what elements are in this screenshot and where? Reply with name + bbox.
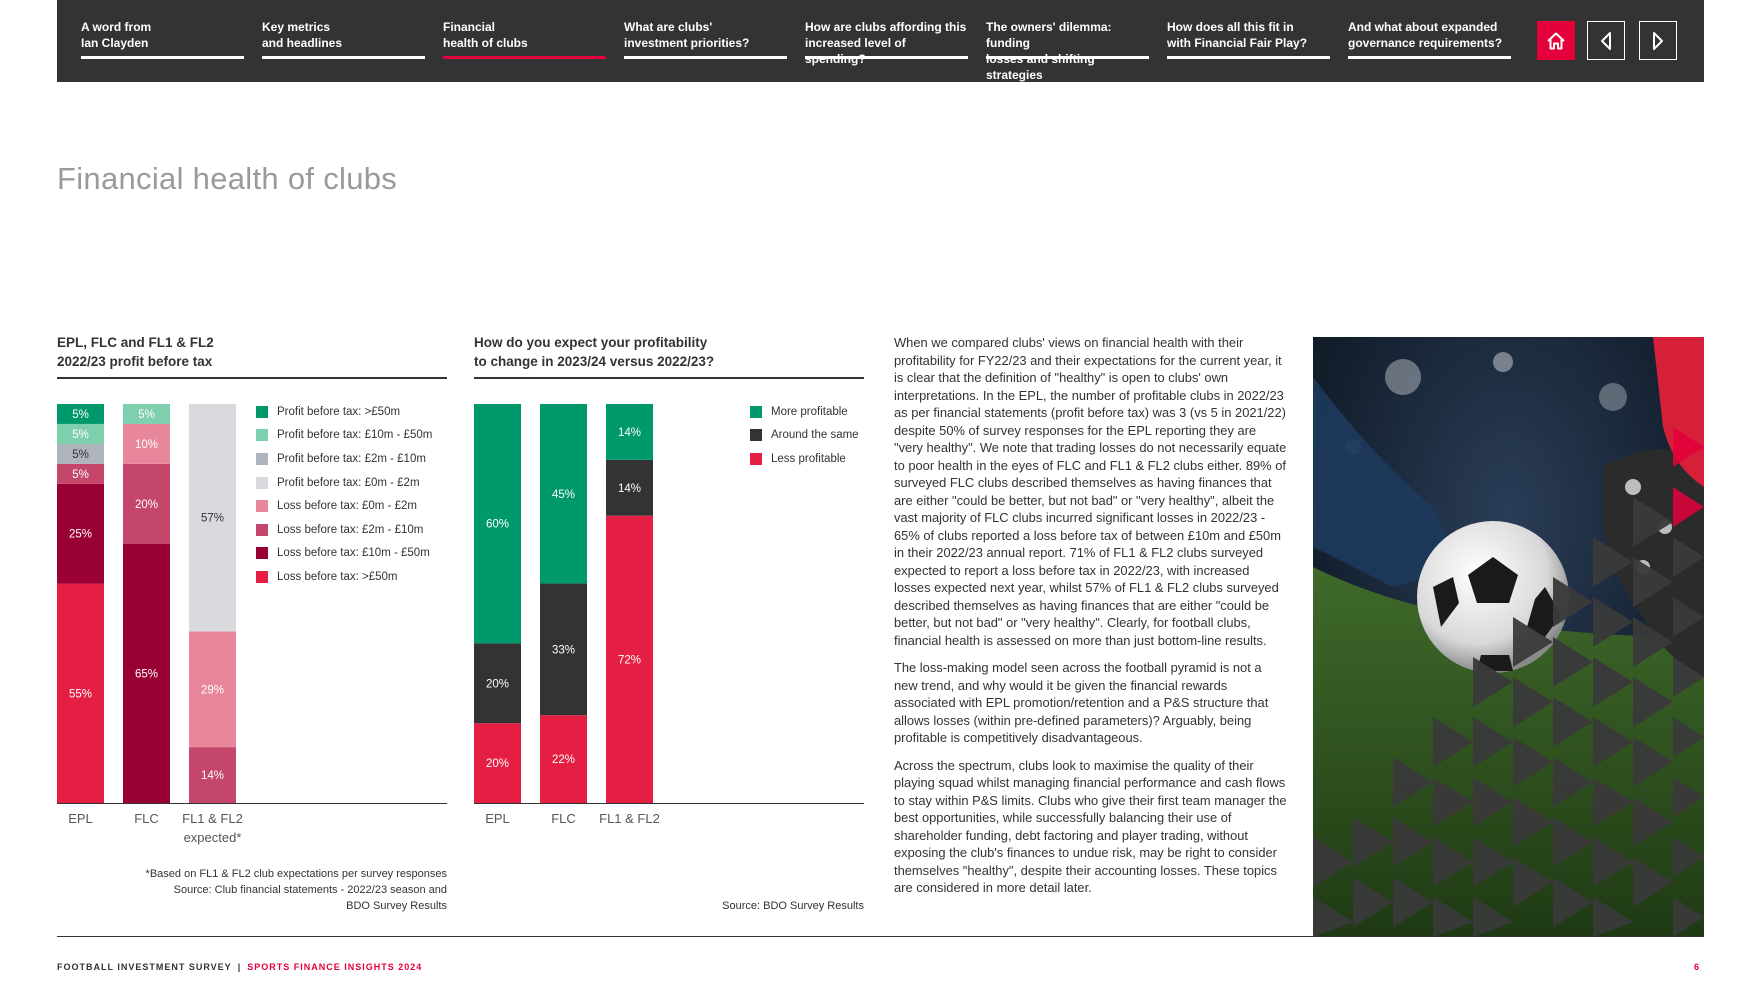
nav-tab-label: The owners' dilemma: funding losses and shifting strategies	[986, 20, 1112, 82]
data-label: 45%	[551, 488, 576, 501]
legend-label: Loss before tax: £0m - £2m	[277, 500, 417, 513]
legend-item-profit-before-tax-50m	[256, 400, 432, 424]
legend-item-profit-before-tax-10m-50m	[256, 424, 432, 448]
legend-label: Less profitable	[771, 452, 846, 465]
data-label: 14%	[200, 770, 225, 783]
data-label: 5%	[138, 408, 155, 421]
data-label: 60%	[485, 518, 510, 531]
body-paragraph: Across the spectrum, clubs look to maximise the quality of their playing squad whilst managing financial performance and cash flows to stay within P&S limits. Clubs who give their first team manager the best opportunities, while successfully balancing their use of shareholder funding, debt factoring and player trading, without exposing the club's finances to undue risk, may be right to consider themselves "healthy", despite their accounting losses. These topics are considered in more detail later.	[894, 757, 1287, 895]
data-label: 5%	[72, 448, 89, 461]
data-label: 5%	[72, 428, 89, 441]
nav-tab-label: Key metrics and headlines	[262, 20, 343, 50]
legend-item-loss-before-tax-2m-10m	[256, 518, 432, 542]
legend-swatch	[256, 500, 268, 512]
data-label: 10%	[134, 438, 159, 451]
nav-tab-label: How does all this fit in with Financial Fair Play?	[1167, 20, 1308, 50]
legend-swatch	[256, 453, 268, 465]
data-label: 14%	[617, 426, 642, 439]
body-paragraph: The loss-making model seen across the football pyramid is not a new trend, and why would it be given the financial rewards associated with EPL promotion/retention and a P&S structure that allows losses (within pre-defined parameters)? Arguably, being profitable is competitively disadvantageous.	[894, 660, 1269, 745]
category-label: FL1 & FL2	[182, 811, 243, 826]
data-label: 33%	[551, 644, 576, 657]
data-label: 14%	[617, 482, 642, 495]
data-label: 57%	[200, 512, 225, 525]
chart-2-footnote: Source: BDO Survey Results	[722, 900, 864, 912]
chart-1-legend	[256, 400, 432, 589]
data-label: 5%	[72, 408, 89, 421]
category-label: EPL	[68, 811, 93, 826]
legend-swatch	[256, 477, 268, 489]
category-label: FLC	[134, 811, 159, 826]
legend-item-profit-before-tax-2m-10m	[256, 447, 432, 471]
footer-separator: |	[237, 962, 242, 972]
legend-swatch	[256, 429, 268, 441]
legend-label: Around the same	[771, 429, 859, 442]
footer-title	[57, 962, 422, 972]
nav-tab-label: Financial health of clubs	[443, 20, 528, 50]
data-label: 55%	[68, 688, 93, 701]
body-text	[894, 334, 1288, 907]
data-label: 22%	[551, 754, 576, 767]
footer-survey-name: FOOTBALL INVESTMENT SURVEY	[57, 962, 232, 972]
legend-swatch	[750, 406, 762, 418]
legend-item-profit-before-tax-0m-2m	[256, 471, 432, 495]
footer-rule	[57, 936, 1704, 937]
data-label: 65%	[134, 668, 159, 681]
data-label: 25%	[68, 528, 93, 541]
legend-item-loss-before-tax-50m	[256, 565, 432, 589]
category-label: expected*	[183, 830, 242, 845]
legend-swatch	[256, 524, 268, 536]
legend-item-loss-before-tax-10m-50m	[256, 542, 432, 566]
legend-swatch	[256, 547, 268, 559]
data-label: 29%	[200, 684, 225, 697]
data-label: 5%	[72, 468, 89, 481]
page-number: 6	[1694, 962, 1700, 972]
footer-report-name: SPORTS FINANCE INSIGHTS 2024	[247, 962, 423, 972]
nav-tab-label: How are clubs affording this increased level of spending?	[805, 20, 967, 66]
legend-swatch	[256, 406, 268, 418]
page-title: Financial health of clubs	[57, 161, 398, 196]
data-label: 72%	[617, 654, 642, 667]
legend-label: More profitable	[771, 405, 848, 418]
legend-swatch	[750, 453, 762, 465]
data-label: 20%	[485, 678, 510, 691]
legend-label: Profit before tax: £2m - £10m	[277, 452, 426, 465]
category-label: EPL	[485, 811, 510, 826]
nav-tab-label: What are clubs' investment priorities?	[624, 20, 750, 50]
legend-item-loss-before-tax-0m-2m	[256, 494, 432, 518]
nav-tab-label: And what about expanded governance requirements?	[1348, 20, 1503, 50]
body-paragraph: When we compared clubs' views on financial health with their profitability for FY22/23 and their expectations for the current year, it is clear that the definition of "healthy" is open to clubs' own interpretations. In the EPL, the number of profitable clubs in 2022/23 as per financial statements (profit before tax) was 3 (vs 5 in 2021/22) despite 50% of survey responses for the EPL reporting they are "very healthy". We note that trading losses do not necessarily equate to poor health in the eyes of FLC and FL1 & FL2 clubs either. 89% of surveyed FLC clubs described themselves as having finances that are either "could be better, but not bad" or "very healthy", albeit the vast majority of FLC clubs incurred significant losses in 2022/23 - 65% of clubs reported a loss before tax of between £10m and £50m in their 2022/23 annual report. 71% of FL1 & FL2 clubs surveyed expected to report a loss before tax in 2022/23, with increased losses expected next year, whilst 57% of FL1 & FL2 clubs surveyed described themselves as having finances that are either "could be better, but not bad" or "very healthy". Clearly, for football clubs, financial health is assessed on more than just bottom-line results.	[894, 335, 1287, 648]
nav-tab-label: A word from Ian Clayden	[81, 20, 152, 50]
chart-2-legend	[750, 400, 859, 471]
legend-item-more-profitable	[750, 400, 859, 424]
legend-label: Loss before tax: £10m - £50m	[277, 547, 430, 560]
category-label: FL1 & FL2	[599, 811, 660, 826]
football-photo	[1313, 337, 1704, 937]
legend-label: Loss before tax: £2m - £10m	[277, 523, 424, 536]
data-label: 20%	[134, 498, 159, 511]
legend-swatch	[750, 429, 762, 441]
legend-label: Loss before tax: >£50m	[277, 570, 398, 583]
legend-swatch	[256, 571, 268, 583]
category-label: FLC	[551, 811, 576, 826]
data-label: 20%	[485, 758, 510, 771]
chart-1-title: EPL, FLC and FL1 & FL2 2022/23 profit before tax	[57, 335, 214, 369]
legend-item-around-the-same	[750, 424, 859, 448]
legend-item-less-profitable	[750, 447, 859, 471]
legend-label: Profit before tax: £0m - £2m	[277, 476, 420, 489]
legend-label: Profit before tax: £10m - £50m	[277, 429, 433, 442]
legend-label: Profit before tax: >£50m	[277, 405, 401, 418]
chart-1-footnote: *Based on FL1 & FL2 club expectations per survey responses Source: Club financial statements - 2022/23 season and BDO Survey Results	[145, 868, 447, 912]
chart-2-title: How do you expect your profitability to change in 2023/24 versus 2022/23?	[474, 335, 715, 369]
